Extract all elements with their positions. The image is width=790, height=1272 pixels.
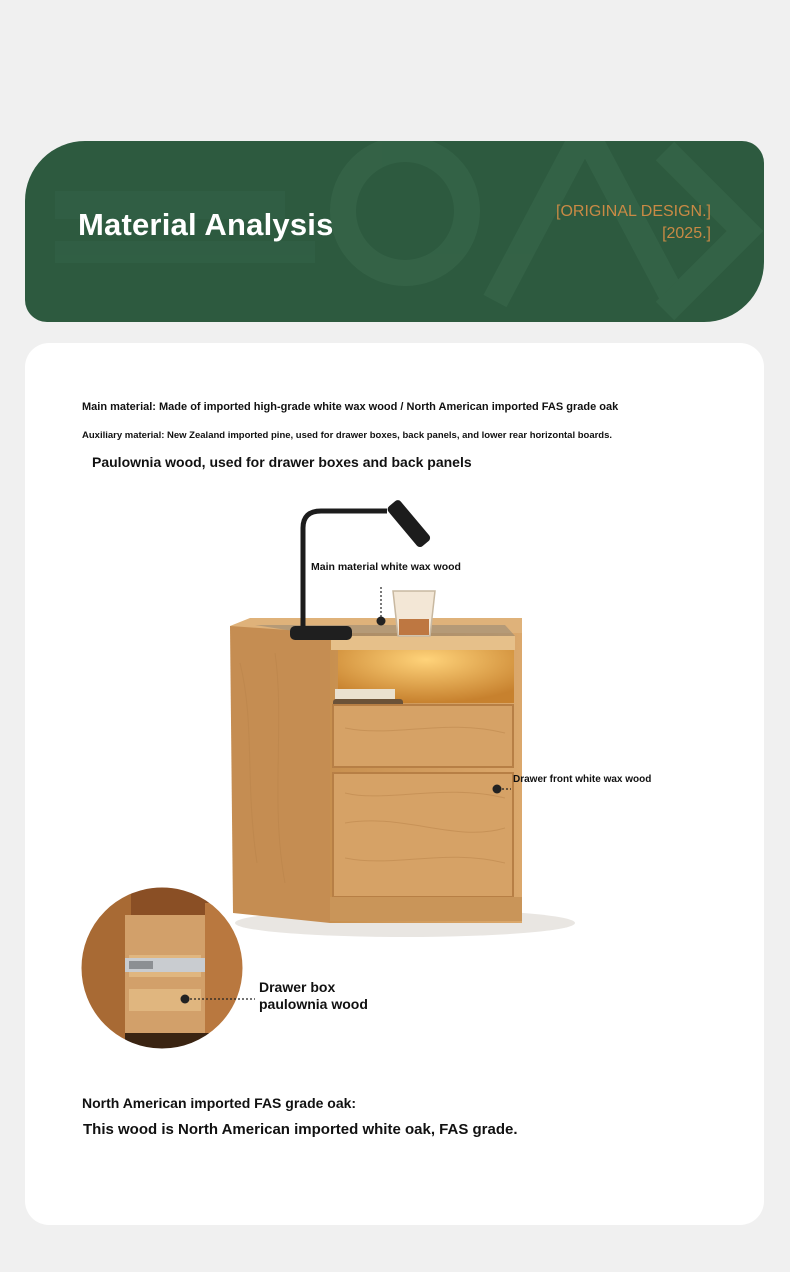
oak-description: This wood is North American imported white oak, FAS grade. (83, 1121, 518, 1138)
glass-illustration (393, 591, 435, 636)
nightstand-body (230, 618, 522, 923)
callout-drawer-box-label (259, 979, 399, 1013)
callout-top-label: Main material white wax wood (311, 561, 461, 573)
main-material-text: Main material: Made of imported high-grade white wax wood / North American imported FAS grade oak (82, 401, 619, 413)
nightstand-illustration (25, 343, 764, 1225)
design-tag-line1: [ORIGINAL DESIGN.] (556, 203, 711, 220)
page-title: Material Analysis (78, 207, 334, 242)
drawer-box-line1: Drawer box (259, 979, 336, 995)
design-tag (556, 201, 711, 245)
drawer-detail-inset (81, 887, 243, 1053)
callout-top-marker (377, 587, 386, 626)
paulownia-note: Paulownia wood, used for drawer boxes and back panels (92, 454, 472, 470)
oak-heading: North American imported FAS grade oak: (82, 1095, 357, 1111)
drawer-box-line2: paulownia wood (259, 996, 368, 1012)
header-banner (25, 141, 764, 322)
design-tag-line2: [2025.] (662, 225, 711, 242)
callout-drawer-front-label: Drawer front white wax wood (513, 774, 652, 785)
auxiliary-material-text: Auxiliary material: New Zealand imported pine, used for drawer boxes, back panels, and lower rear horizontal boards. (82, 430, 613, 441)
content-card (25, 343, 764, 1225)
